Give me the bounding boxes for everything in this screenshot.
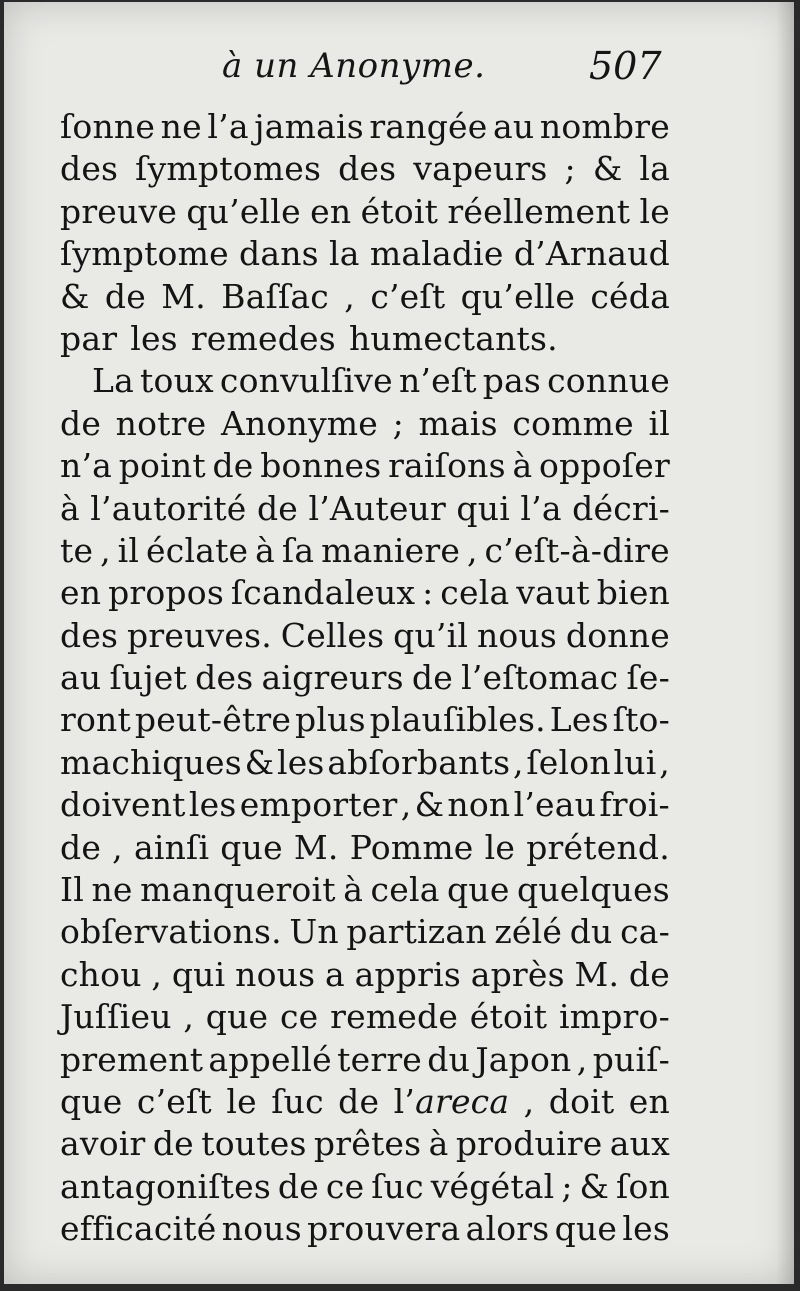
- word: avoir: [60, 1124, 146, 1164]
- page-number: 507: [589, 44, 662, 88]
- word: qu’il: [393, 615, 469, 655]
- word: notre: [115, 403, 207, 443]
- word: nous: [221, 1209, 302, 1249]
- word: non: [447, 785, 511, 825]
- word: plus: [295, 700, 366, 740]
- word: convulſive: [219, 361, 393, 401]
- word: au: [493, 107, 535, 146]
- word: à: [255, 530, 276, 570]
- word: ſuc: [271, 1081, 324, 1121]
- word: les: [622, 1209, 670, 1249]
- word: Anonyme: [220, 403, 379, 443]
- text-line: [60, 276, 670, 318]
- word: produire: [455, 1124, 603, 1164]
- word: emporter: [239, 785, 398, 825]
- word: Pomme: [349, 827, 474, 867]
- word: n’eſt: [398, 361, 477, 401]
- text-line: [60, 742, 670, 784]
- word: ,: [151, 954, 163, 994]
- word: que: [220, 827, 283, 867]
- text-line: [60, 403, 670, 445]
- text-line: [60, 233, 670, 275]
- text-line: [60, 148, 670, 190]
- text-line: [60, 1208, 670, 1250]
- word: M.: [293, 827, 339, 867]
- word: cela: [440, 573, 510, 613]
- word: des: [60, 615, 119, 655]
- word: alors: [465, 1209, 550, 1249]
- word: ;: [561, 1166, 573, 1206]
- word: qui: [456, 488, 510, 528]
- text-line: [60, 996, 670, 1038]
- word: ;: [564, 149, 576, 189]
- word: mais: [418, 403, 498, 443]
- word: en: [628, 1081, 670, 1121]
- word: ce: [279, 997, 319, 1037]
- text-line: [60, 615, 670, 657]
- word: nous: [476, 615, 558, 655]
- word: étoit: [469, 997, 548, 1037]
- word: l’Auteur: [308, 488, 446, 528]
- word: ca-: [620, 912, 670, 952]
- word: raiſons: [388, 446, 506, 486]
- word: de: [256, 488, 299, 528]
- page-header: [4, 42, 794, 102]
- word: manqueroit: [140, 870, 336, 910]
- text-line: [60, 318, 670, 360]
- word: prouvera: [307, 1209, 461, 1249]
- word: doit: [548, 1081, 615, 1121]
- word: ſto-: [612, 700, 670, 740]
- word: toux: [140, 361, 214, 401]
- word: lui: [613, 742, 657, 782]
- word: ſelon: [526, 742, 611, 782]
- word: areca: [415, 1081, 510, 1121]
- word: appellé: [208, 1039, 332, 1079]
- word: comme: [512, 403, 634, 443]
- word: pas: [482, 361, 542, 401]
- word: le: [484, 827, 516, 867]
- word: bien: [596, 573, 670, 613]
- word: impro-: [558, 997, 670, 1037]
- word: rangée: [369, 107, 488, 146]
- word: la: [329, 234, 360, 274]
- word: l’autorité: [90, 488, 247, 528]
- text-line: [60, 360, 670, 402]
- word: ,: [659, 742, 670, 782]
- word: nombre: [539, 107, 670, 146]
- word: humectants.: [348, 318, 558, 358]
- word: puiſ-: [592, 1039, 670, 1079]
- word: plauſibles.: [369, 700, 546, 740]
- word: ſa: [281, 530, 315, 570]
- word: que: [447, 870, 510, 910]
- word: l’a: [207, 107, 249, 146]
- word: c’eſt-à-dire: [484, 530, 670, 570]
- word: qu’elle: [460, 276, 576, 316]
- word: de: [628, 954, 670, 994]
- word: à: [428, 1124, 449, 1164]
- word: l’a: [520, 488, 562, 528]
- word: &: [592, 149, 623, 189]
- word: vaut: [516, 573, 590, 613]
- word: en: [310, 191, 352, 231]
- word: &: [244, 742, 275, 782]
- word: de: [104, 276, 146, 316]
- word: des: [60, 149, 119, 189]
- word: obſervations.: [60, 912, 282, 952]
- word: des: [338, 149, 397, 189]
- word: que: [60, 1081, 123, 1121]
- word: ront: [60, 700, 131, 740]
- word: donne: [565, 615, 670, 655]
- word: point: [118, 446, 206, 486]
- word: il: [117, 530, 140, 570]
- word: dans: [239, 234, 319, 274]
- word: ſonne: [60, 107, 156, 146]
- word: ſujet: [109, 658, 187, 698]
- word: de: [152, 1124, 194, 1164]
- word: La: [92, 361, 134, 401]
- word: éclate: [146, 530, 249, 570]
- word: de: [277, 1166, 319, 1206]
- word: après: [470, 954, 565, 994]
- word: ,: [512, 742, 524, 782]
- word: ,: [344, 276, 355, 316]
- word: M.: [574, 954, 620, 994]
- word: ;: [392, 403, 404, 443]
- text-line: [60, 1039, 670, 1081]
- word: n’a: [60, 446, 113, 486]
- text-line: [60, 191, 670, 233]
- word: zélé: [494, 912, 563, 952]
- word: ,: [100, 530, 111, 570]
- word: froi-: [599, 785, 670, 825]
- text-line: [60, 827, 670, 869]
- word: partizan: [346, 912, 487, 952]
- word: :: [422, 573, 434, 613]
- word: jamais: [254, 107, 364, 146]
- word: nous: [235, 954, 316, 994]
- word: Celles: [280, 615, 385, 655]
- word: en: [60, 573, 102, 613]
- text-line: [60, 106, 670, 148]
- word: à: [512, 446, 533, 486]
- word: c’eſt: [370, 276, 446, 316]
- text-line: [60, 699, 670, 741]
- text-line: [60, 657, 670, 699]
- word: ,: [112, 827, 123, 867]
- word: maniere: [321, 530, 461, 570]
- word: d’Arnaud: [513, 234, 670, 274]
- word: Japon: [475, 1039, 572, 1079]
- word: au: [60, 658, 102, 698]
- word: ſymptome: [60, 234, 229, 274]
- word: te: [60, 530, 94, 570]
- word: ſuc: [371, 1166, 424, 1206]
- word: de: [411, 658, 453, 698]
- word: ,: [523, 1081, 535, 1121]
- word: ainſi: [133, 827, 210, 867]
- text-line: [60, 911, 670, 953]
- word: cela: [370, 870, 440, 910]
- text-line: [60, 572, 670, 614]
- word: décri-: [572, 488, 670, 528]
- word: l’: [393, 1081, 416, 1121]
- word: à: [60, 488, 80, 528]
- word: l’eau: [513, 785, 597, 825]
- word: preuve: [60, 191, 178, 231]
- word: ,: [183, 997, 195, 1037]
- text-line: [60, 530, 670, 572]
- word: qui: [171, 954, 226, 994]
- running-head: à un Anonyme.: [222, 46, 486, 86]
- word: l’eſtomac: [461, 658, 619, 698]
- word: de: [60, 827, 102, 867]
- word: ſe-: [626, 658, 670, 698]
- word: peut-être: [134, 700, 292, 740]
- word: appris: [354, 954, 461, 994]
- word: il: [648, 403, 670, 443]
- word: de: [60, 403, 102, 443]
- word: doivent: [60, 785, 186, 825]
- word: ,: [400, 785, 412, 825]
- word: toutes: [201, 1124, 307, 1164]
- word: quelques: [517, 870, 670, 910]
- word: par: [60, 318, 118, 358]
- word: qu’elle: [186, 191, 301, 231]
- word: &: [414, 785, 445, 825]
- word: prement: [60, 1039, 204, 1079]
- word: ſcandaleux: [230, 573, 416, 613]
- word: M.: [161, 276, 206, 316]
- word: à: [343, 870, 364, 910]
- text-line: [60, 488, 670, 530]
- word: céda: [590, 276, 670, 316]
- word: remedes: [190, 318, 336, 358]
- text-line: [60, 869, 670, 911]
- word: les: [276, 742, 325, 782]
- word: abſorbants: [327, 742, 511, 782]
- word: aux: [609, 1124, 670, 1164]
- word: machiques: [60, 742, 242, 782]
- word: aigreurs: [261, 658, 404, 698]
- body-text: [60, 106, 670, 1251]
- word: preuves.: [127, 615, 272, 655]
- word: végétal: [430, 1166, 555, 1206]
- word: Juſſieu: [60, 997, 172, 1037]
- book-page: [4, 2, 794, 1284]
- word: de: [338, 1081, 380, 1121]
- word: ne: [91, 870, 133, 910]
- word: les: [188, 785, 237, 825]
- word: que: [205, 997, 269, 1037]
- word: les: [130, 318, 178, 358]
- word: &: [60, 276, 90, 316]
- word: vapeurs: [413, 149, 548, 189]
- word: a: [324, 954, 345, 994]
- word: c’eſt: [136, 1081, 212, 1121]
- word: que: [554, 1209, 618, 1249]
- word: Les: [549, 700, 609, 740]
- text-line: [60, 784, 670, 826]
- word: la: [639, 149, 670, 189]
- word: le: [639, 191, 670, 231]
- word: ne: [160, 107, 202, 146]
- word: des: [195, 658, 254, 698]
- word: ,: [466, 530, 478, 570]
- word: Il: [60, 870, 84, 910]
- text-line: [60, 1123, 670, 1165]
- word: Baſſac: [221, 276, 329, 316]
- word: réellement: [447, 191, 631, 231]
- word: maladie: [369, 234, 504, 274]
- word: antagoniſtes: [60, 1166, 272, 1206]
- text-line: [60, 1081, 670, 1123]
- text-line: [60, 954, 670, 996]
- word: prétend.: [526, 827, 670, 867]
- word: Un: [289, 912, 339, 952]
- word: de: [212, 446, 254, 486]
- page-edge-shadow: [776, 2, 794, 1284]
- text-line: [60, 445, 670, 487]
- word: bonnes: [260, 446, 382, 486]
- word: du: [569, 912, 613, 952]
- word: ce: [325, 1166, 365, 1206]
- word: propos: [108, 573, 224, 613]
- word: ſon: [616, 1166, 670, 1206]
- word: terre: [337, 1039, 423, 1079]
- text-line: [60, 1166, 670, 1208]
- word: remede: [330, 997, 459, 1037]
- word: connue: [547, 361, 670, 401]
- word: ,: [576, 1039, 588, 1079]
- word: ſymptomes: [135, 149, 322, 189]
- word: efficacité: [60, 1209, 217, 1249]
- word: &: [579, 1166, 610, 1206]
- word: oppoſer: [539, 446, 670, 486]
- word: [394, 1081, 510, 1123]
- word: prêtes: [313, 1124, 422, 1164]
- word: le: [226, 1081, 257, 1121]
- word: du: [427, 1039, 471, 1079]
- word: étoit: [360, 191, 439, 231]
- word: chou: [60, 954, 142, 994]
